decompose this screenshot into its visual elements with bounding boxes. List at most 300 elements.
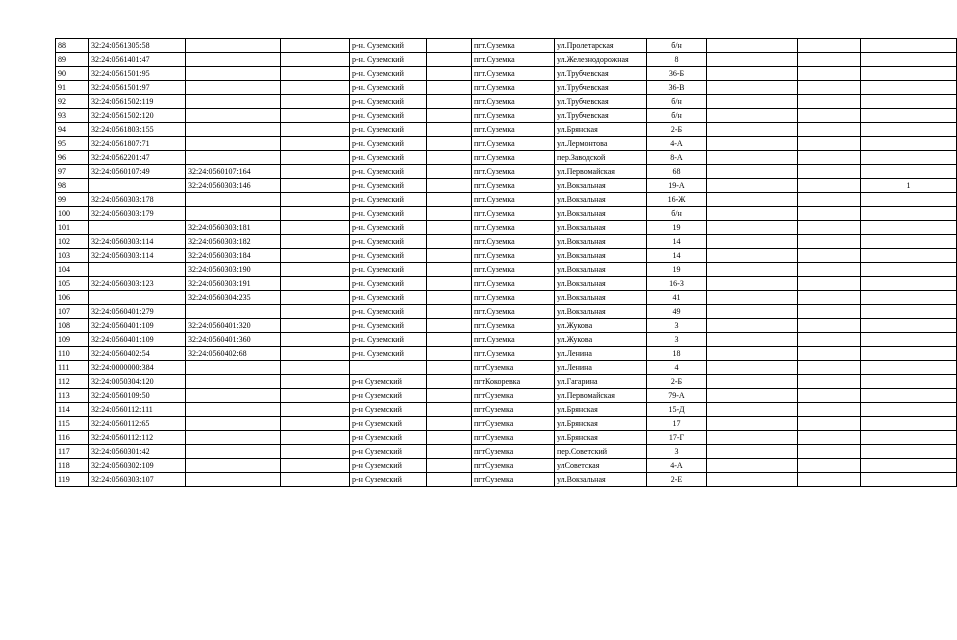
extra-value xyxy=(861,375,957,389)
cadastral-number xyxy=(89,291,186,305)
empty-cell xyxy=(707,249,798,263)
empty-cell xyxy=(427,221,472,235)
extra-value xyxy=(861,221,957,235)
extra-value xyxy=(861,207,957,221)
house-number: 14 xyxy=(647,249,707,263)
empty-cell xyxy=(707,473,798,487)
district: р-н. Суземский xyxy=(350,39,427,53)
empty-cell xyxy=(707,277,798,291)
empty-cell xyxy=(427,249,472,263)
district: р-н Суземский xyxy=(350,417,427,431)
row-number: 103 xyxy=(56,249,89,263)
house-number: б/н xyxy=(647,95,707,109)
empty-cell xyxy=(427,263,472,277)
row-number: 108 xyxy=(56,319,89,333)
cadastral-number: 32:24:0561502:119 xyxy=(89,95,186,109)
row-number: 113 xyxy=(56,389,89,403)
row-number: 114 xyxy=(56,403,89,417)
settlement: пгтСуземка xyxy=(472,473,555,487)
table-row xyxy=(56,403,957,417)
district: р-н. Суземский xyxy=(350,221,427,235)
house-number: 14 xyxy=(647,235,707,249)
settlement: пгт.Суземка xyxy=(472,291,555,305)
extra-value xyxy=(861,81,957,95)
district: р-н. Суземский xyxy=(350,249,427,263)
house-number: 49 xyxy=(647,305,707,319)
empty-cell xyxy=(707,137,798,151)
empty-cell xyxy=(798,95,861,109)
district: р-н. Суземский xyxy=(350,193,427,207)
cadastral-number: 32:24:0560303:107 xyxy=(89,473,186,487)
empty-cell xyxy=(798,375,861,389)
district: р-н. Суземский xyxy=(350,291,427,305)
extra-value xyxy=(861,249,957,263)
empty-cell xyxy=(427,319,472,333)
linked-cadastral-number: 32:24:0560402:68 xyxy=(186,347,281,361)
empty-cell xyxy=(427,361,472,375)
linked-cadastral-number: 32:24:0560303:181 xyxy=(186,221,281,235)
empty-cell xyxy=(798,347,861,361)
empty-cell xyxy=(707,165,798,179)
district: р-н. Суземский xyxy=(350,151,427,165)
row-number: 90 xyxy=(56,67,89,81)
linked-cadastral-number xyxy=(186,193,281,207)
table-row xyxy=(56,81,957,95)
table-row xyxy=(56,179,957,193)
house-number: 3 xyxy=(647,333,707,347)
row-number: 107 xyxy=(56,305,89,319)
street: ул.Железнодорожная xyxy=(555,53,647,67)
empty-cell xyxy=(707,151,798,165)
empty-cell xyxy=(281,53,350,67)
empty-cell xyxy=(798,81,861,95)
cadastral-number: 32:24:0560303:179 xyxy=(89,207,186,221)
empty-cell xyxy=(427,95,472,109)
row-number: 91 xyxy=(56,81,89,95)
district: р-н Суземский xyxy=(350,431,427,445)
empty-cell xyxy=(281,123,350,137)
row-number: 97 xyxy=(56,165,89,179)
empty-cell xyxy=(707,193,798,207)
extra-value xyxy=(861,67,957,81)
street: ул.Брянская xyxy=(555,123,647,137)
empty-cell xyxy=(281,375,350,389)
empty-cell xyxy=(707,263,798,277)
street: ул.Брянская xyxy=(555,403,647,417)
cadastral-number: 32:24:0560112:111 xyxy=(89,403,186,417)
empty-cell xyxy=(427,445,472,459)
street: ул.Вокзальная xyxy=(555,473,647,487)
district: р-н. Суземский xyxy=(350,305,427,319)
table-row xyxy=(56,67,957,81)
settlement: пгт.Суземка xyxy=(472,277,555,291)
empty-cell xyxy=(427,193,472,207)
house-number: 4-А xyxy=(647,459,707,473)
house-number: 4 xyxy=(647,361,707,375)
empty-cell xyxy=(281,193,350,207)
extra-value xyxy=(861,193,957,207)
empty-cell xyxy=(281,459,350,473)
settlement: пгт.Суземка xyxy=(472,235,555,249)
empty-cell xyxy=(427,123,472,137)
empty-cell xyxy=(281,291,350,305)
empty-cell xyxy=(427,151,472,165)
empty-cell xyxy=(427,375,472,389)
house-number: 2-Е xyxy=(647,473,707,487)
empty-cell xyxy=(798,123,861,137)
linked-cadastral-number: 32:24:0560401:360 xyxy=(186,333,281,347)
table-row xyxy=(56,459,957,473)
empty-cell xyxy=(798,473,861,487)
empty-cell xyxy=(798,333,861,347)
cadastral-number: 32:24:0560401:279 xyxy=(89,305,186,319)
empty-cell xyxy=(707,333,798,347)
house-number: 36-Б xyxy=(647,67,707,81)
house-number: б/н xyxy=(647,207,707,221)
linked-cadastral-number: 32:24:0560303:146 xyxy=(186,179,281,193)
cadastral-number: 32:24:0560303:114 xyxy=(89,235,186,249)
table-row xyxy=(56,95,957,109)
linked-cadastral-number: 32:24:0560303:191 xyxy=(186,277,281,291)
empty-cell xyxy=(427,389,472,403)
district: р-н. Суземский xyxy=(350,263,427,277)
empty-cell xyxy=(707,445,798,459)
extra-value: 1 xyxy=(861,179,957,193)
row-number: 110 xyxy=(56,347,89,361)
cadastral-number: 32:24:0560303:114 xyxy=(89,249,186,263)
district: р-н. Суземский xyxy=(350,67,427,81)
street: ул.Вокзальная xyxy=(555,235,647,249)
linked-cadastral-number xyxy=(186,95,281,109)
house-number: б/н xyxy=(647,39,707,53)
district: р-н Суземский xyxy=(350,473,427,487)
linked-cadastral-number: 32:24:0560303:184 xyxy=(186,249,281,263)
empty-cell xyxy=(707,403,798,417)
street: ул.Пролетарская xyxy=(555,39,647,53)
extra-value xyxy=(861,403,957,417)
empty-cell xyxy=(798,207,861,221)
linked-cadastral-number xyxy=(186,459,281,473)
extra-value xyxy=(861,109,957,123)
house-number: 2-Б xyxy=(647,123,707,137)
empty-cell xyxy=(798,305,861,319)
table-row xyxy=(56,431,957,445)
table-row xyxy=(56,347,957,361)
linked-cadastral-number xyxy=(186,445,281,459)
settlement: пгт.Суземка xyxy=(472,67,555,81)
empty-cell xyxy=(427,431,472,445)
empty-cell xyxy=(281,67,350,81)
row-number: 109 xyxy=(56,333,89,347)
empty-cell xyxy=(798,445,861,459)
linked-cadastral-number: 32:24:0560303:190 xyxy=(186,263,281,277)
settlement: пгт.Суземка xyxy=(472,179,555,193)
extra-value xyxy=(861,389,957,403)
table-row xyxy=(56,277,957,291)
settlement: пгт.Суземка xyxy=(472,39,555,53)
linked-cadastral-number xyxy=(186,123,281,137)
extra-value xyxy=(861,39,957,53)
empty-cell xyxy=(427,291,472,305)
empty-cell xyxy=(281,151,350,165)
empty-cell xyxy=(707,361,798,375)
settlement: пгт.Суземка xyxy=(472,165,555,179)
settlement: пгтСуземка xyxy=(472,361,555,375)
empty-cell xyxy=(427,333,472,347)
settlement: пгт.Суземка xyxy=(472,305,555,319)
linked-cadastral-number: 32:24:0560107:164 xyxy=(186,165,281,179)
cadastral-number: 32:24:0561502:120 xyxy=(89,109,186,123)
linked-cadastral-number xyxy=(186,109,281,123)
row-number: 100 xyxy=(56,207,89,221)
cadastral-number: 32:24:0560112:65 xyxy=(89,417,186,431)
row-number: 104 xyxy=(56,263,89,277)
row-number: 119 xyxy=(56,473,89,487)
extra-value xyxy=(861,165,957,179)
empty-cell xyxy=(427,67,472,81)
empty-cell xyxy=(281,221,350,235)
house-number: 17-Г xyxy=(647,431,707,445)
house-number: 68 xyxy=(647,165,707,179)
row-number: 112 xyxy=(56,375,89,389)
settlement: пгтСуземка xyxy=(472,389,555,403)
empty-cell xyxy=(798,277,861,291)
extra-value xyxy=(861,417,957,431)
linked-cadastral-number xyxy=(186,305,281,319)
empty-cell xyxy=(707,53,798,67)
district: р-н. Суземский xyxy=(350,137,427,151)
extra-value xyxy=(861,473,957,487)
table-row xyxy=(56,109,957,123)
district: р-н Суземский xyxy=(350,403,427,417)
empty-cell xyxy=(707,235,798,249)
extra-value xyxy=(861,445,957,459)
table-row xyxy=(56,39,957,53)
empty-cell xyxy=(798,361,861,375)
empty-cell xyxy=(281,305,350,319)
district: р-н. Суземский xyxy=(350,123,427,137)
empty-cell xyxy=(281,319,350,333)
empty-cell xyxy=(798,39,861,53)
linked-cadastral-number xyxy=(186,207,281,221)
table-row xyxy=(56,333,957,347)
row-number: 89 xyxy=(56,53,89,67)
empty-cell xyxy=(798,417,861,431)
extra-value xyxy=(861,431,957,445)
extra-value xyxy=(861,333,957,347)
street: ул.Вокзальная xyxy=(555,221,647,235)
cadastral-number: 32:24:0561501:95 xyxy=(89,67,186,81)
row-number: 93 xyxy=(56,109,89,123)
linked-cadastral-number xyxy=(186,67,281,81)
settlement: пгт.Суземка xyxy=(472,347,555,361)
empty-cell xyxy=(427,403,472,417)
extra-value xyxy=(861,123,957,137)
empty-cell xyxy=(281,389,350,403)
row-number: 94 xyxy=(56,123,89,137)
linked-cadastral-number xyxy=(186,151,281,165)
empty-cell xyxy=(707,305,798,319)
street: ул.Вокзальная xyxy=(555,249,647,263)
empty-cell xyxy=(798,109,861,123)
table-row xyxy=(56,207,957,221)
extra-value xyxy=(861,347,957,361)
table-row xyxy=(56,193,957,207)
table-row xyxy=(56,235,957,249)
linked-cadastral-number xyxy=(186,39,281,53)
settlement: пгтСуземка xyxy=(472,417,555,431)
settlement: пгт.Суземка xyxy=(472,249,555,263)
house-number: 4-А xyxy=(647,137,707,151)
empty-cell xyxy=(798,319,861,333)
property-register-sheet xyxy=(55,38,911,487)
cadastral-number: 32:24:0560112:112 xyxy=(89,431,186,445)
row-number: 111 xyxy=(56,361,89,375)
house-number: 19 xyxy=(647,263,707,277)
empty-cell xyxy=(707,67,798,81)
street: ул.Вокзальная xyxy=(555,179,647,193)
cadastral-number: 32:24:0561807:71 xyxy=(89,137,186,151)
row-number: 101 xyxy=(56,221,89,235)
empty-cell xyxy=(798,193,861,207)
street: ул.Трубчевская xyxy=(555,109,647,123)
linked-cadastral-number xyxy=(186,53,281,67)
house-number: 41 xyxy=(647,291,707,305)
district: р-н. Суземский xyxy=(350,207,427,221)
row-number: 96 xyxy=(56,151,89,165)
cadastral-number: 32:24:0560301:42 xyxy=(89,445,186,459)
empty-cell xyxy=(798,165,861,179)
settlement: пгтСуземка xyxy=(472,431,555,445)
district xyxy=(350,361,427,375)
extra-value xyxy=(861,291,957,305)
settlement: пгт.Суземка xyxy=(472,95,555,109)
district: р-н Суземский xyxy=(350,389,427,403)
row-number: 92 xyxy=(56,95,89,109)
district: р-н. Суземский xyxy=(350,53,427,67)
empty-cell xyxy=(707,459,798,473)
settlement: пгтКокоревка xyxy=(472,375,555,389)
cadastral-number xyxy=(89,263,186,277)
house-number: 16-Ж xyxy=(647,193,707,207)
row-number: 102 xyxy=(56,235,89,249)
extra-value xyxy=(861,277,957,291)
cadastral-number xyxy=(89,221,186,235)
empty-cell xyxy=(281,179,350,193)
street: ул.Вокзальная xyxy=(555,193,647,207)
empty-cell xyxy=(707,39,798,53)
empty-cell xyxy=(281,95,350,109)
linked-cadastral-number: 32:24:0560304:235 xyxy=(186,291,281,305)
table-row xyxy=(56,473,957,487)
empty-cell xyxy=(427,109,472,123)
empty-cell xyxy=(798,53,861,67)
district: р-н. Суземский xyxy=(350,179,427,193)
empty-cell xyxy=(281,277,350,291)
street: ул.Лермонтова xyxy=(555,137,647,151)
house-number: 3 xyxy=(647,445,707,459)
settlement: пгтСуземка xyxy=(472,403,555,417)
extra-value xyxy=(861,53,957,67)
cadastral-number xyxy=(89,179,186,193)
linked-cadastral-number: 32:24:0560401:320 xyxy=(186,319,281,333)
district: р-н Суземский xyxy=(350,459,427,473)
house-number: 16-З xyxy=(647,277,707,291)
linked-cadastral-number xyxy=(186,473,281,487)
street: ул.Гагарина xyxy=(555,375,647,389)
empty-cell xyxy=(281,361,350,375)
empty-cell xyxy=(707,81,798,95)
district: р-н. Суземский xyxy=(350,333,427,347)
street: ул.Первомайская xyxy=(555,389,647,403)
cadastral-number: 32:24:0561305:58 xyxy=(89,39,186,53)
empty-cell xyxy=(427,305,472,319)
cadastral-number: 32:24:0560107:49 xyxy=(89,165,186,179)
linked-cadastral-number xyxy=(186,361,281,375)
empty-cell xyxy=(281,39,350,53)
house-number: 15-Д xyxy=(647,403,707,417)
empty-cell xyxy=(427,81,472,95)
empty-cell xyxy=(707,319,798,333)
empty-cell xyxy=(798,151,861,165)
empty-cell xyxy=(707,109,798,123)
extra-value xyxy=(861,319,957,333)
empty-cell xyxy=(281,333,350,347)
empty-cell xyxy=(427,235,472,249)
cadastral-number: 32:24:0561401:47 xyxy=(89,53,186,67)
empty-cell xyxy=(707,389,798,403)
street: ул.Ленина xyxy=(555,361,647,375)
empty-cell xyxy=(798,221,861,235)
street: ул.Трубчевская xyxy=(555,81,647,95)
empty-cell xyxy=(798,403,861,417)
empty-cell xyxy=(281,207,350,221)
settlement: пгт.Суземка xyxy=(472,193,555,207)
cadastral-number: 32:24:0560401:109 xyxy=(89,333,186,347)
district: р-н. Суземский xyxy=(350,95,427,109)
street: ул.Брянская xyxy=(555,417,647,431)
extra-value xyxy=(861,263,957,277)
empty-cell xyxy=(798,67,861,81)
district: р-н. Суземский xyxy=(350,165,427,179)
cadastral-number: 32:24:0560401:109 xyxy=(89,319,186,333)
row-number: 115 xyxy=(56,417,89,431)
cadastral-number: 32:24:0050304:120 xyxy=(89,375,186,389)
settlement: пгт.Суземка xyxy=(472,221,555,235)
empty-cell xyxy=(427,53,472,67)
extra-value xyxy=(861,361,957,375)
district: р-н. Суземский xyxy=(350,277,427,291)
settlement: пгт.Суземка xyxy=(472,319,555,333)
table-row xyxy=(56,151,957,165)
extra-value xyxy=(861,459,957,473)
settlement: пгт.Суземка xyxy=(472,123,555,137)
table-row xyxy=(56,221,957,235)
house-number: 8-А xyxy=(647,151,707,165)
linked-cadastral-number xyxy=(186,417,281,431)
house-number: 18 xyxy=(647,347,707,361)
row-number: 118 xyxy=(56,459,89,473)
street: ул.Вокзальная xyxy=(555,207,647,221)
house-number: б/н xyxy=(647,109,707,123)
table-row xyxy=(56,445,957,459)
district: р-н. Суземский xyxy=(350,347,427,361)
empty-cell xyxy=(707,291,798,305)
cadastral-number: 32:24:0560302:109 xyxy=(89,459,186,473)
settlement: пгт.Суземка xyxy=(472,109,555,123)
empty-cell xyxy=(427,179,472,193)
empty-cell xyxy=(798,459,861,473)
